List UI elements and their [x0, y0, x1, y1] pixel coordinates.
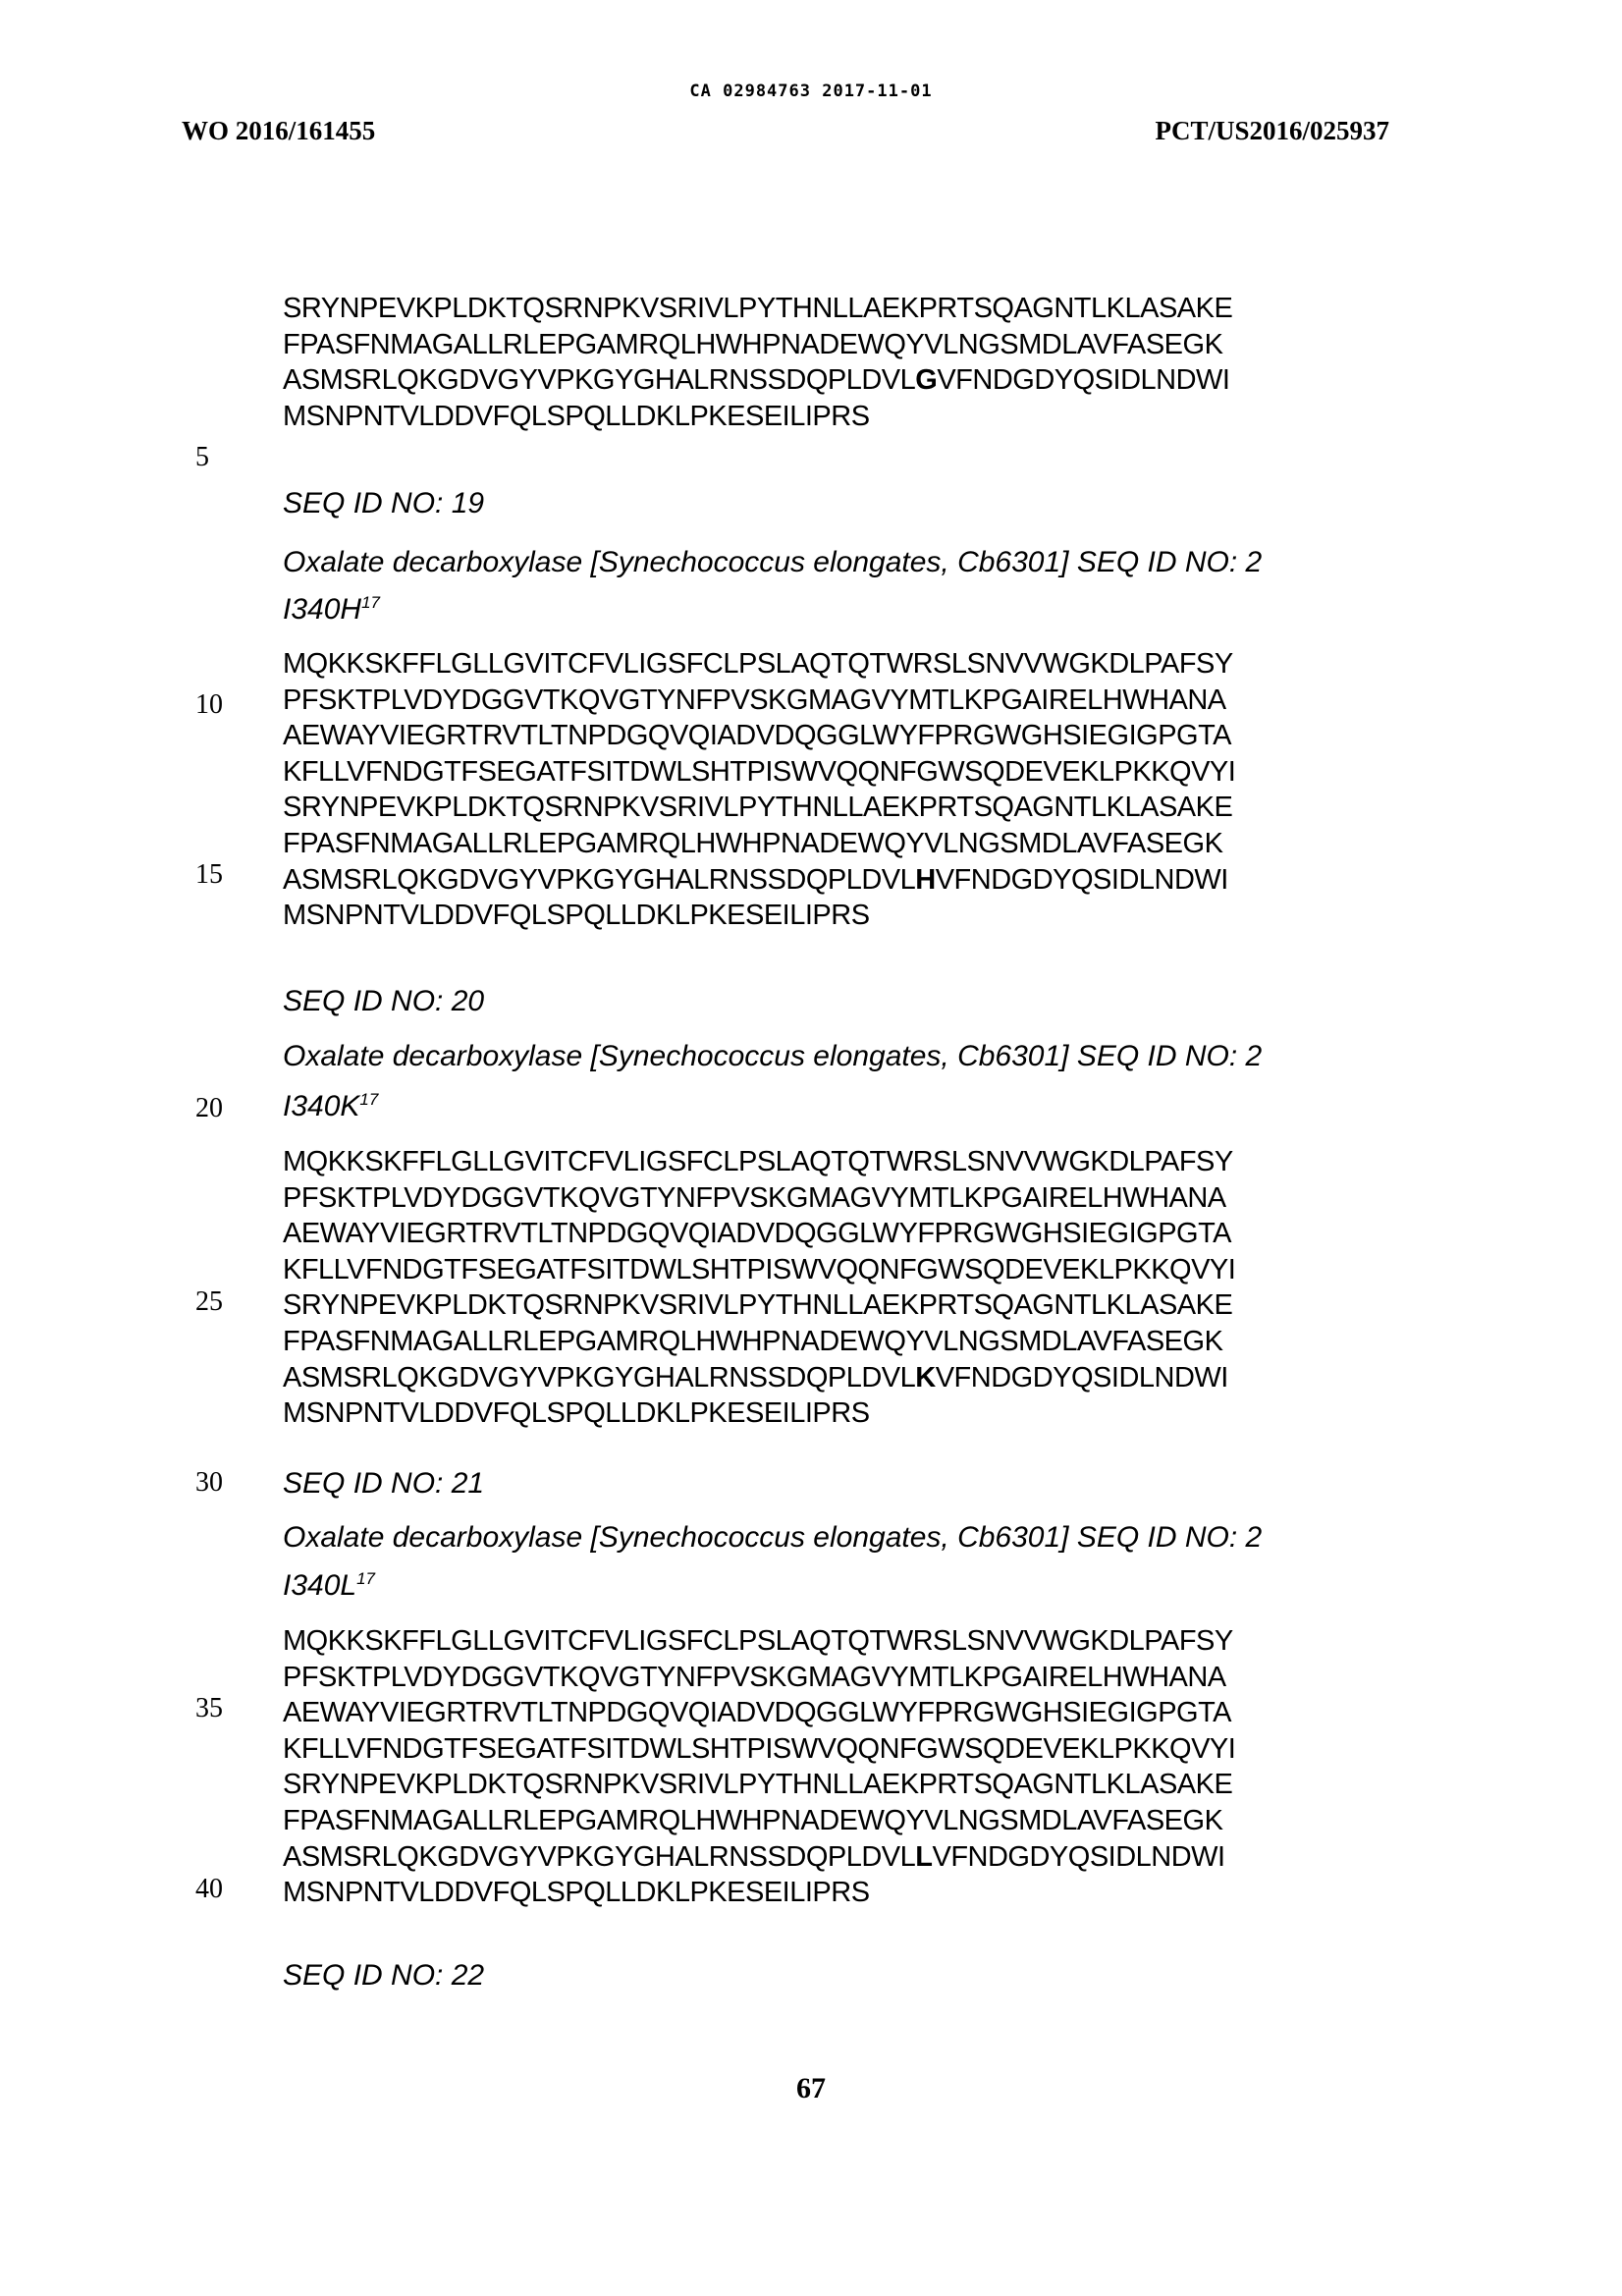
sequence-line: AEWAYVIEGRTRVTLTNPDGQVQIADVDQGGLWYFPRGWGHSIEGIGPGTA — [283, 720, 1231, 752]
sequence-line: SRYNPEVKPLDKTQSRNPKVSRIVLPYTHNLLAEKPRTSQAGNTLKLASAKE — [283, 1769, 1233, 1801]
sequence-block-continued — [283, 291, 1232, 434]
mutation-residue: L — [915, 1840, 933, 1873]
sequence-line: ASMSRLQKGDVGYVPKGYGHALRNSSDQPLDVLKVFNDGDYQSIDLNDWI — [283, 1361, 1228, 1394]
variant-label: $I340L^{17}$ — [283, 1569, 375, 1602]
sequence-line: PFSKTPLVDYDGGVTKQVGTYNFPVSKGMAGVYMTLKPGAIRELHWHANA — [283, 1661, 1226, 1693]
sequence-line: ASMSRLQKGDVGYVPKGYGHALRNSSDQPLDVLHVFNDGDYQSIDLNDWI — [283, 863, 1228, 896]
sequence-line: KFLLVFNDGTFSEGATFSITDWLSHTPISWVQQNFGWSQDEVEKLPKKQVYI — [283, 755, 1236, 788]
sequence-block — [283, 1623, 1235, 1911]
sequence-block — [283, 646, 1235, 934]
sequence-line: MQKKSKFFLGLLGVITCFVLIGSFCLPSLAQTQTWRSLSNVVWGKDLPAFSY — [283, 1146, 1233, 1177]
sequence-line: ASMSRLQKGDVGYVPKGYGHALRNSSDQPLDVLGVFNDGDYQSIDLNDWI — [283, 364, 1230, 397]
sequence-line: AEWAYVIEGRTRVTLTNPDGQVQIADVDQGGLWYFPRGWGHSIEGIGPGTA — [283, 1697, 1231, 1729]
sequence-description: Oxalate decarboxylase [Synechococcus elongates, Cb6301] SEQ ID NO: 2 — [283, 546, 1263, 578]
sequence-line: ASMSRLQKGDVGYVPKGYGHALRNSSDQPLDVLLVFNDGDYQSIDLNDWI — [283, 1840, 1225, 1873]
sequence-line: FPASFNMAGALLRLEPGAMRQLHWHPNADEWQYVLNGSMDLAVFASEGK — [283, 827, 1223, 859]
line-number: 10 — [195, 689, 223, 720]
sequence-description: Oxalate decarboxylase [Synechococcus elongates, Cb6301] SEQ ID NO: 2 — [283, 1521, 1263, 1554]
sequence-line: PFSKTPLVDYDGGVTKQVGTYNFPVSKGMAGVYMTLKPGAIRELHWHANA — [283, 1181, 1226, 1214]
application-number: PCT/US2016/025937 — [1155, 116, 1389, 145]
sequence-line: PFSKTPLVDYDGGVTKQVGTYNFPVSKGMAGVYMTLKPGAIRELHWHANA — [283, 683, 1226, 716]
line-number: 5 — [195, 442, 209, 472]
line-number: 25 — [195, 1286, 223, 1317]
sequence-description: Oxalate decarboxylase [Synechococcus elongates, Cb6301] SEQ ID NO: 2 — [283, 1040, 1263, 1072]
sequence-line: MSNPNTVLDDVFQLSPQLLDKLPKESEILIPRS — [283, 1397, 870, 1430]
sequence-line: KFLLVFNDGTFSEGATFSITDWLSHTPISWVQQNFGWSQDEVEKLPKKQVYI — [283, 1253, 1236, 1285]
sequence-line: MSNPNTVLDDVFQLSPQLLDKLPKESEILIPRS — [283, 400, 870, 432]
sequence-line: FPASFNMAGALLRLEPGAMRQLHWHPNADEWQYVLNGSMDLAVFASEGK — [283, 328, 1223, 360]
sequence-line: MQKKSKFFLGLLGVITCFVLIGSFCLPSLAQTQTWRSLSNVVWGKDLPAFSY — [283, 648, 1233, 680]
mutation-residue: H — [915, 863, 936, 896]
page-number: 67 — [796, 2072, 826, 2105]
seq-id-heading: SEQ ID NO: 22 — [283, 1959, 485, 1992]
variant-label: $I340H^{17}$ — [283, 593, 380, 626]
sequence-line: MSNPNTVLDDVFQLSPQLLDKLPKESEILIPRS — [283, 1877, 870, 1909]
filing-stamp: CA 02984763 2017-11-01 — [689, 82, 933, 101]
variant-label: $I340K^{17}$ — [283, 1090, 379, 1122]
sequence-line: SRYNPEVKPLDKTQSRNPKVSRIVLPYTHNLLAEKPRTSQAGNTLKLASAKE — [283, 293, 1233, 324]
sequence-line: SRYNPEVKPLDKTQSRNPKVSRIVLPYTHNLLAEKPRTSQAGNTLKLASAKE — [283, 1289, 1233, 1322]
sequence-line: KFLLVFNDGTFSEGATFSITDWLSHTPISWVQQNFGWSQDEVEKLPKKQVYI — [283, 1732, 1236, 1765]
line-number: 15 — [195, 859, 223, 890]
mutation-residue: G — [915, 364, 938, 397]
sequence-line: MQKKSKFFLGLLGVITCFVLIGSFCLPSLAQTQTWRSLSNVVWGKDLPAFSY — [283, 1625, 1233, 1657]
line-number: 35 — [195, 1693, 223, 1723]
sequence-line: MSNPNTVLDDVFQLSPQLLDKLPKESEILIPRS — [283, 900, 870, 932]
seq-id-heading: SEQ ID NO: 19 — [283, 487, 485, 519]
line-number: 20 — [195, 1093, 223, 1123]
sequence-block — [283, 1144, 1235, 1432]
mutation-residue: K — [915, 1361, 936, 1394]
seq-id-heading: SEQ ID NO: 21 — [283, 1467, 485, 1500]
line-number: 30 — [195, 1467, 223, 1498]
sequence-line: FPASFNMAGALLRLEPGAMRQLHWHPNADEWQYVLNGSMDLAVFASEGK — [283, 1804, 1223, 1836]
publication-number: WO 2016/161455 — [182, 116, 376, 145]
sequence-line: SRYNPEVKPLDKTQSRNPKVSRIVLPYTHNLLAEKPRTSQAGNTLKLASAKE — [283, 792, 1233, 824]
sequence-line: FPASFNMAGALLRLEPGAMRQLHWHPNADEWQYVLNGSMDLAVFASEGK — [283, 1325, 1223, 1357]
line-number: 40 — [195, 1874, 223, 1904]
sequence-line: AEWAYVIEGRTRVTLTNPDGQVQIADVDQGGLWYFPRGWGHSIEGIGPGTA — [283, 1218, 1231, 1250]
seq-id-heading: SEQ ID NO: 20 — [283, 985, 485, 1017]
